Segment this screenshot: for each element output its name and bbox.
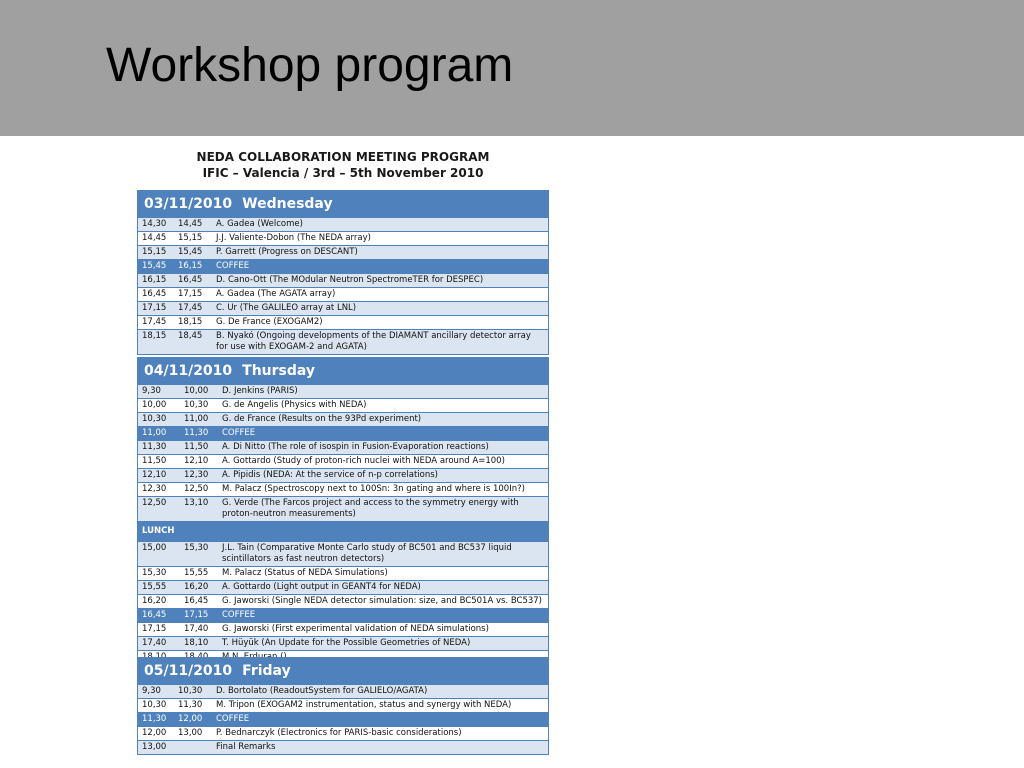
schedule-rows (138, 684, 548, 754)
end-time: 17,15 (178, 289, 203, 299)
day-header (138, 358, 548, 384)
start-time: 10,00 (142, 400, 167, 410)
schedule-row (138, 622, 548, 636)
end-time: 15,45 (178, 247, 203, 257)
end-time: 12,10 (184, 456, 209, 466)
coffee-break-row (138, 608, 548, 622)
slide-title: Workshop program (106, 39, 514, 92)
session-description: A. Gottardo (Light output in GEANT4 for NEDA) (222, 582, 421, 592)
schedule-row (138, 482, 548, 496)
session-description: M. Palacz (Status of NEDA Simulations) (222, 568, 388, 578)
schedule-row (138, 541, 548, 566)
end-time: 13,10 (184, 498, 209, 508)
schedule-row (138, 329, 548, 354)
session-description: A. Gadea (Welcome) (216, 219, 303, 229)
title-bar (0, 0, 1024, 136)
end-time: 11,30 (184, 428, 209, 438)
end-time: 16,20 (184, 582, 209, 592)
end-time: 17,45 (178, 303, 203, 313)
schedule-row (138, 594, 548, 608)
start-time: 14,30 (142, 219, 167, 229)
session-description: Final Remarks (216, 742, 276, 752)
session-description: COFFEE (216, 714, 250, 724)
end-time: 17,40 (184, 624, 209, 634)
start-time: 12,30 (142, 484, 167, 494)
session-description: D. Cano-Ott (The MOdular Neutron SpectromeTER for DESPEC) (216, 275, 484, 285)
day-header (138, 658, 548, 684)
day-table-wednesday (137, 190, 549, 355)
start-time: 10,30 (142, 700, 167, 710)
schedule-rows (138, 384, 548, 664)
end-time: 11,00 (184, 414, 209, 424)
schedule-row (138, 740, 548, 754)
end-time: 16,15 (178, 261, 203, 271)
start-time: 17,15 (142, 303, 167, 313)
start-time: 14,45 (142, 233, 167, 243)
doc-title: NEDA COLLABORATION MEETING PROGRAM (196, 150, 490, 164)
schedule-rows (138, 217, 548, 354)
schedule-row (138, 580, 548, 594)
session-description: A. Pipidis (NEDA: At the service of n-p correlations) (222, 470, 438, 480)
day-name: Friday (242, 663, 291, 679)
start-time: 13,00 (142, 742, 167, 752)
session-description: J.L. Tain (Comparative Monte Carlo study of BC501 and BC537 liquid scintillators as fast neutron detectors) (222, 543, 512, 564)
start-time: 17,15 (142, 624, 167, 634)
start-time: 16,45 (142, 610, 167, 620)
session-description: P. Bednarczyk (Electronics for PARIS-basic considerations) (216, 728, 462, 738)
session-description: G. de France (Results on the 93Pd experiment) (222, 414, 422, 424)
end-time: 17,15 (184, 610, 209, 620)
start-time: 15,00 (142, 543, 167, 553)
start-time: 11,50 (142, 456, 167, 466)
start-time: 12,00 (142, 728, 167, 738)
start-time: 16,15 (142, 275, 167, 285)
end-time: 12,00 (178, 714, 203, 724)
session-description: D. Jenkins (PARIS) (222, 386, 298, 396)
start-time: 11,30 (142, 442, 167, 452)
session-description: G. De France (EXOGAM2) (216, 317, 323, 327)
end-time: 13,00 (178, 728, 203, 738)
session-description: A. Di Nitto (The role of isospin in Fusion-Evaporation reactions) (222, 442, 489, 452)
session-description: G. Jaworski (First experimental validation of NEDA simulations) (222, 624, 489, 634)
end-time: 10,30 (178, 686, 203, 696)
coffee-break-row (138, 426, 548, 440)
end-time: 14,45 (178, 219, 203, 229)
session-description: P. Garrett (Progress on DESCANT) (216, 247, 358, 257)
start-time: 15,30 (142, 568, 167, 578)
end-time: 12,30 (184, 470, 209, 480)
session-description: G. de Angelis (Physics with NEDA) (222, 400, 367, 410)
coffee-break-row (138, 712, 548, 726)
schedule-row (138, 301, 548, 315)
start-time: 10,30 (142, 414, 167, 424)
doc-subtitle: IFIC – Valencia / 3rd – 5th November 2010 (202, 166, 484, 180)
session-description: COFFEE (222, 610, 256, 620)
session-description: LUNCH (142, 526, 175, 536)
schedule-row (138, 231, 548, 245)
start-time: 9,30 (142, 686, 161, 696)
lunch-row (138, 521, 548, 541)
session-description: M. Palacz (Spectroscopy next to 100Sn: 3n gating and where is 100In?) (222, 484, 525, 494)
day-name: Wednesday (242, 196, 333, 212)
day-table-friday (137, 657, 549, 755)
start-time: 15,55 (142, 582, 167, 592)
day-date: 05/11/2010 (144, 663, 233, 679)
end-time: 10,30 (184, 400, 209, 410)
day-date: 03/11/2010 (144, 196, 233, 212)
session-description: B. Nyakó (Ongoing developments of the DIAMANT ancillary detector array for use with EXOGAM-2 and AGATA) (216, 331, 531, 352)
schedule-row (138, 566, 548, 580)
start-time: 15,45 (142, 261, 167, 271)
schedule-row (138, 384, 548, 398)
end-time: 15,55 (184, 568, 209, 578)
end-time: 15,30 (184, 543, 209, 553)
end-time: 10,00 (184, 386, 209, 396)
schedule-row (138, 454, 548, 468)
session-description: D. Bortolato (ReadoutSystem for GALIELO/AGATA) (216, 686, 428, 696)
day-table-thursday (137, 357, 549, 665)
start-time: 18,15 (142, 331, 167, 341)
session-description: G. Verde (The Farcos project and access to the symmetry energy with proton-neutron measurements) (222, 498, 519, 519)
end-time: 18,45 (178, 331, 203, 341)
start-time: 12,50 (142, 498, 167, 508)
start-time: 17,40 (142, 638, 167, 648)
end-time: 18,15 (178, 317, 203, 327)
schedule-row (138, 440, 548, 454)
schedule-row (138, 273, 548, 287)
end-time: 11,50 (184, 442, 209, 452)
session-description: COFFEE (216, 261, 250, 271)
start-time: 11,00 (142, 428, 167, 438)
start-time: 12,10 (142, 470, 167, 480)
start-time: 11,30 (142, 714, 167, 724)
session-description: COFFEE (222, 428, 256, 438)
schedule-row (138, 636, 548, 650)
end-time: 15,15 (178, 233, 203, 243)
schedule-row (138, 315, 548, 329)
session-description: C. Ur (The GALILEO array at LNL) (216, 303, 357, 313)
session-description: A. Gadea (The AGATA array) (216, 289, 336, 299)
end-time: 11,30 (178, 700, 203, 710)
end-time: 16,45 (178, 275, 203, 285)
end-time: 16,45 (184, 596, 209, 606)
schedule-row (138, 245, 548, 259)
start-time: 16,45 (142, 289, 167, 299)
schedule-row (138, 412, 548, 426)
coffee-break-row (138, 259, 548, 273)
start-time: 9,30 (142, 386, 161, 396)
session-description: A. Gottardo (Study of proton-rich nuclei with NEDA around A=100) (222, 456, 505, 466)
end-time: 18,10 (184, 638, 209, 648)
end-time: 12,50 (184, 484, 209, 494)
session-description: T. Hüyük (An Update for the Possible Geometries of NEDA) (222, 638, 471, 648)
session-description: J.J. Valiente-Dobon (The NEDA array) (216, 233, 371, 243)
schedule-row (138, 287, 548, 301)
day-header (138, 191, 548, 217)
day-date: 04/11/2010 (144, 363, 233, 379)
schedule-row (138, 684, 548, 698)
session-description: M. Tripon (EXOGAM2 instrumentation, status and synergy with NEDA) (216, 700, 512, 710)
day-name: Thursday (242, 363, 316, 379)
start-time: 17,45 (142, 317, 167, 327)
schedule-row (138, 398, 548, 412)
schedule-row (138, 217, 548, 231)
start-time: 16,20 (142, 596, 167, 606)
schedule-row (138, 698, 548, 712)
start-time: 15,15 (142, 247, 167, 257)
schedule-row (138, 468, 548, 482)
session-description: G. Jaworski (Single NEDA detector simulation: size, and BC501A vs. BC537) (222, 596, 542, 606)
schedule-row (138, 496, 548, 521)
schedule-row (138, 726, 548, 740)
